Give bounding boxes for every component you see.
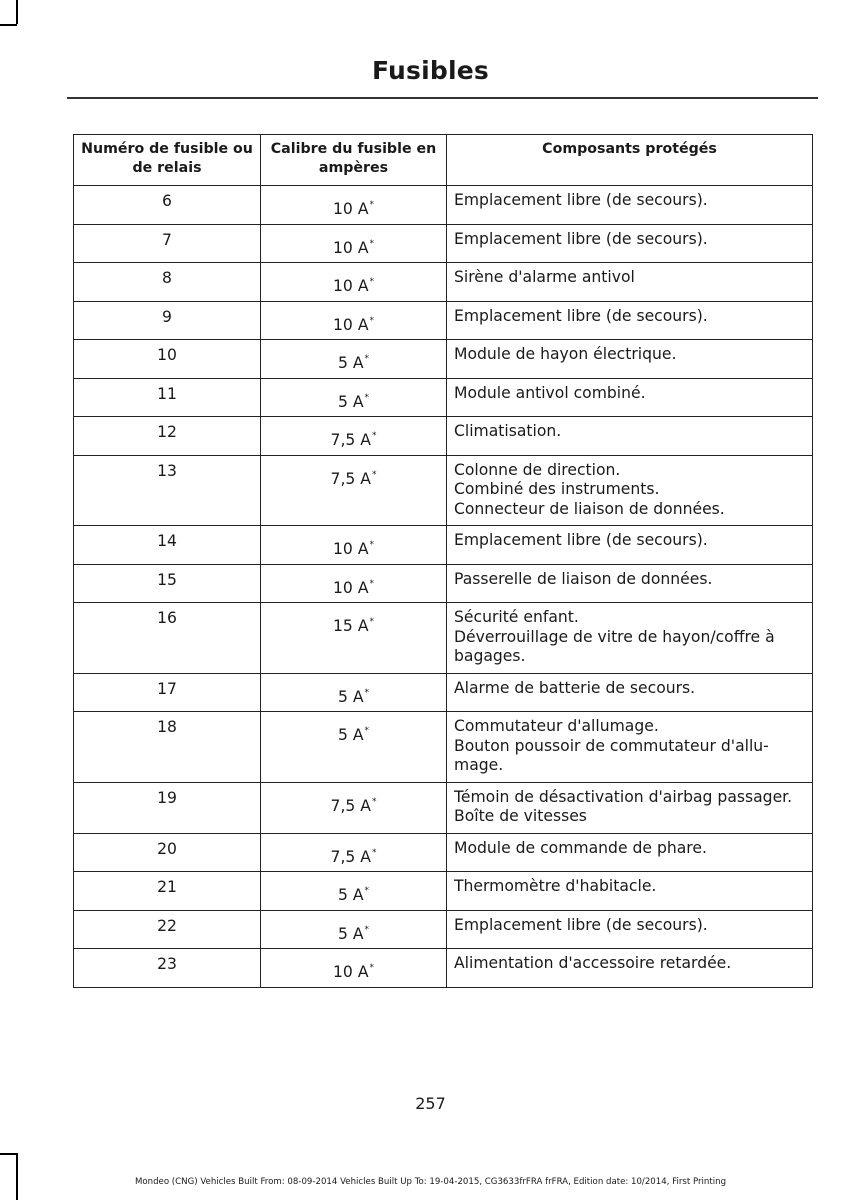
header-protected-components: Composants protégés — [447, 135, 813, 186]
footnote-marker: * — [364, 687, 370, 698]
fuse-number-cell: 19 — [74, 782, 261, 833]
table-row — [74, 833, 813, 872]
edition-footer: Mondeo (CNG) Vehicles Built From: 08-09-2014 Vehicles Built Up To: 19-04-2015, CG3633frFRA frFRA, Edition date: 10/2014, First Printing — [134, 1177, 727, 1187]
component-line: Module de commande de phare. — [454, 838, 707, 857]
component-line: Combiné des instruments. — [454, 480, 660, 498]
protected-components-cell — [447, 603, 813, 674]
title-rule — [67, 97, 818, 99]
crop-mark-bottom-left-horizontal — [0, 1153, 17, 1155]
footnote-marker: * — [369, 540, 374, 550]
table-row — [74, 603, 813, 674]
fuse-number-cell: 13 — [74, 455, 261, 526]
protected-components-cell — [447, 564, 813, 603]
fuse-rating-cell — [261, 340, 447, 379]
crop-mark-top-left-horizontal — [0, 24, 17, 26]
footnote-marker: * — [371, 796, 377, 807]
fuse-rating-cell — [261, 526, 447, 565]
table-row — [74, 910, 813, 949]
fuse-table — [73, 134, 813, 988]
table-row — [74, 417, 813, 456]
fuse-rating-cell — [261, 455, 447, 526]
page-title: Fusibles — [372, 56, 489, 85]
footnote-marker: * — [369, 617, 374, 627]
table-row — [74, 526, 813, 565]
fuse-rating-cell — [261, 872, 447, 911]
table-row — [74, 263, 813, 302]
protected-components-cell — [447, 340, 813, 379]
footnote-marker: * — [369, 578, 374, 589]
fuse-rating-cell — [261, 378, 447, 417]
header-fuse-number: Numéro de fusible ou de relais — [74, 135, 261, 186]
footnote-marker: * — [371, 469, 377, 480]
fuse-number-cell: 9 — [74, 301, 261, 340]
fuse-number-cell: 22 — [74, 910, 261, 949]
footnote-marker: * — [364, 726, 370, 736]
fuse-rating-value: 10 A — [333, 277, 369, 295]
table-row — [74, 224, 813, 263]
component-line: Colonne de direction. — [454, 460, 621, 479]
fuse-rating-value: 7,5 A — [330, 469, 371, 488]
fuse-number-cell: 11 — [74, 378, 261, 417]
component-line: Emplacement libre (de secours). — [454, 191, 708, 209]
component-line: Module antivol combiné. — [454, 383, 646, 402]
footnote-marker: * — [369, 200, 374, 210]
component-line: Thermomètre d'habitacle. — [454, 877, 657, 895]
table-row — [74, 872, 813, 911]
component-line: Commutateur d'allumage. — [454, 717, 659, 735]
fuse-rating-value: 5 A — [337, 392, 364, 411]
crop-mark-top-left-vertical — [16, 0, 18, 24]
table-row — [74, 949, 813, 988]
component-line: Emplacement libre (de secours). — [454, 306, 708, 325]
component-line: Emplacement libre (de secours). — [454, 915, 708, 934]
fuse-number-cell: 14 — [74, 526, 261, 565]
fuse-rating-value: 10 A — [333, 315, 369, 334]
protected-components-cell — [447, 782, 813, 833]
table-row — [74, 673, 813, 712]
footnote-marker: * — [364, 924, 370, 935]
fuse-number-cell: 20 — [74, 833, 261, 872]
fuse-rating-value: 5 A — [337, 924, 364, 943]
protected-components-cell — [447, 872, 813, 911]
protected-components-cell — [447, 833, 813, 872]
fuse-rating-value: 10 A — [333, 540, 369, 558]
table-header-row — [74, 135, 813, 186]
table-row — [74, 186, 813, 225]
fuse-number-cell: 23 — [74, 949, 261, 988]
protected-components-cell — [447, 186, 813, 225]
fuse-rating-cell — [261, 833, 447, 872]
header-fuse-rating: Calibre du fusible en ampères — [261, 135, 447, 186]
fuse-rating-value: 10 A — [333, 200, 369, 218]
protected-components-cell — [447, 526, 813, 565]
protected-components-cell — [447, 949, 813, 988]
fuse-rating-cell — [261, 949, 447, 988]
table-row — [74, 340, 813, 379]
fuse-rating-value: 10 A — [333, 963, 369, 981]
footnote-marker: * — [369, 238, 374, 249]
fuse-rating-cell — [261, 564, 447, 603]
table-row — [74, 712, 813, 783]
footnote-marker: * — [364, 886, 370, 896]
footnote-marker: * — [364, 392, 370, 403]
component-line: Connecteur de liaison de données. — [454, 499, 725, 518]
component-line: Passerelle de liaison de données. — [454, 569, 713, 588]
fuse-rating-cell — [261, 712, 447, 783]
component-line: Climatisation. — [454, 422, 562, 440]
fuse-rating-cell — [261, 263, 447, 302]
component-line: Déverrouillage de vitre de hayon/coffre à bagages. — [454, 627, 775, 665]
fuse-rating-cell — [261, 910, 447, 949]
fuse-number-cell: 12 — [74, 417, 261, 456]
component-line: Sécurité enfant. — [454, 608, 579, 626]
component-line: Emplacement libre (de secours). — [454, 531, 708, 549]
fuse-number-cell: 16 — [74, 603, 261, 674]
fuse-number-cell: 8 — [74, 263, 261, 302]
footnote-marker: * — [364, 354, 370, 364]
footnote-marker: * — [371, 847, 377, 858]
protected-components-cell — [447, 455, 813, 526]
fuse-number-cell: 18 — [74, 712, 261, 783]
fuse-rating-value: 5 A — [337, 886, 364, 904]
component-line: Module de hayon électrique. — [454, 345, 677, 363]
fuse-rating-cell — [261, 782, 447, 833]
fuse-number-cell: 21 — [74, 872, 261, 911]
protected-components-cell — [447, 301, 813, 340]
protected-components-cell — [447, 263, 813, 302]
fuse-rating-value: 10 A — [333, 578, 369, 597]
fuse-table-body — [74, 186, 813, 988]
fuse-rating-cell — [261, 417, 447, 456]
fuse-rating-value: 5 A — [337, 726, 364, 744]
fuse-rating-value: 7,5 A — [330, 796, 371, 815]
component-line: Témoin de désactivation d'airbag passager. — [454, 787, 793, 806]
component-line: Alimentation d'accessoire retardée. — [454, 954, 732, 972]
fuse-number-cell: 6 — [74, 186, 261, 225]
protected-components-cell — [447, 378, 813, 417]
fuse-rating-value: 7,5 A — [330, 847, 371, 866]
fuse-number-cell: 15 — [74, 564, 261, 603]
table-row — [74, 564, 813, 603]
protected-components-cell — [447, 910, 813, 949]
component-line: Boîte de vitesses — [454, 807, 587, 825]
table-row — [74, 301, 813, 340]
fuse-rating-value: 5 A — [337, 354, 364, 372]
protected-components-cell — [447, 673, 813, 712]
component-line: Emplacement libre (de secours). — [454, 229, 708, 248]
fuse-rating-cell — [261, 186, 447, 225]
component-line: Sirène d'alarme antivol — [454, 268, 635, 286]
component-line: Bouton poussoir de commutateur d'allu-mage. — [454, 736, 769, 774]
component-line: Alarme de batterie de secours. — [454, 678, 696, 697]
page-number: 257 — [415, 1094, 446, 1113]
fuse-rating-value: 15 A — [333, 617, 369, 635]
footnote-marker: * — [369, 315, 374, 326]
fuse-rating-value: 5 A — [337, 687, 364, 706]
footnote-marker: * — [369, 963, 374, 973]
fuse-rating-cell — [261, 224, 447, 263]
fuse-number-cell: 7 — [74, 224, 261, 263]
fuse-rating-cell — [261, 603, 447, 674]
footnote-marker: * — [369, 277, 374, 287]
table-row — [74, 378, 813, 417]
table-row — [74, 455, 813, 526]
fuse-rating-value: 10 A — [333, 238, 369, 257]
fuse-number-cell: 17 — [74, 673, 261, 712]
footnote-marker: * — [371, 431, 377, 441]
fuse-rating-value: 7,5 A — [330, 431, 371, 449]
protected-components-cell — [447, 417, 813, 456]
fuse-rating-cell — [261, 673, 447, 712]
protected-components-cell — [447, 224, 813, 263]
protected-components-cell — [447, 712, 813, 783]
fuse-rating-cell — [261, 301, 447, 340]
table-row — [74, 782, 813, 833]
fuse-number-cell: 10 — [74, 340, 261, 379]
